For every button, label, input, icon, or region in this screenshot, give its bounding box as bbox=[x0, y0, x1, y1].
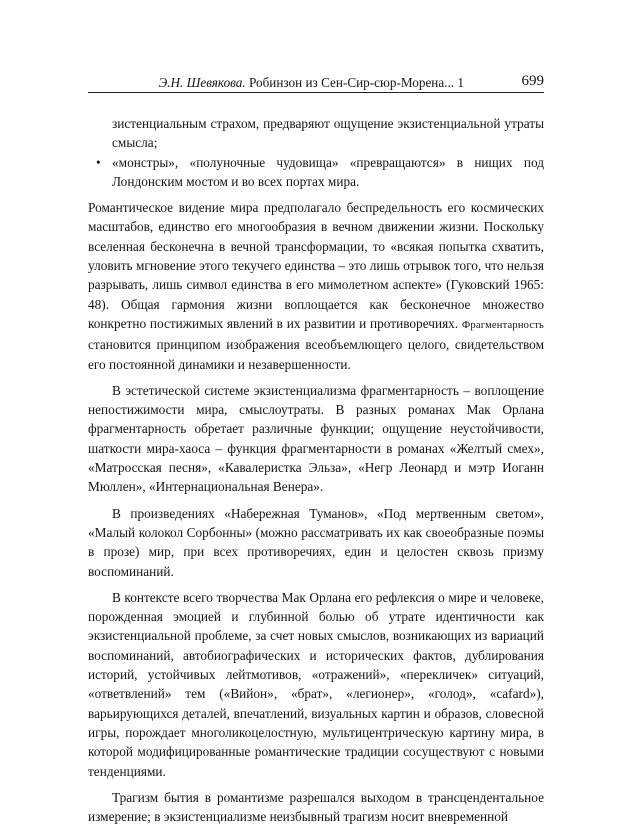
running-head bbox=[159, 74, 464, 92]
paragraph-existentialism: В эстетической системе экзистенциализма фрагментарность – воплощение непостижимости мира, смыслоутраты. В разных романах Мак Орлана фрагментарность обретает различные функции; ощущение неустойчивости, шаткости мира-хаоса – функция фрагментарности в романах «Желтый смех», «Матросская песня», «Кавалеристка Эльза», «Негр Леонард и мэтр Иоганн Мюллен», «Интернациональная Венера». bbox=[88, 382, 544, 495]
running-head-author: Э.Н. Шевякова. bbox=[158, 75, 246, 90]
paragraph-context: В контексте всего творчества Мак Орлана его рефлексия о мире и человеке, порожденная эмоцией и глубинной болью об утрате идентичности как экзистенциальной проблеме, за счет новых смыслов, возникающих из вариаций воспоминаний, автобиографических и исторических фактов, дублирования историй, устойчивых лейтмотивов, «отражений», «перекличек» ситуаций, «ответвлений» тем («Вийон», «брат», «легионер», «голод», «cafard»), варьирующихся деталей, впечатлений, визуальных картин и образов, словесной игры, порождает многоликоцелостную, мультицентрическую картину мира, в которой модифицированные романтические традиции сосуществуют с новыми тенденциями. bbox=[88, 589, 544, 779]
bullet-list bbox=[88, 114, 544, 191]
bullet-item-text: «монстры», «полуночные чудовища» «превращаются» в нищих под Лондонским мостом и во всех портах мира. bbox=[112, 154, 544, 189]
paragraph-tragedy: Трагизм бытия в романтизме разрешался выходом в трансцендентальное измерение; в экзистенциализме неизбывный трагизм носит вневременной bbox=[88, 789, 544, 825]
paragraph-works: В произведениях «Набережная Туманов», «Под мертвенным светом», «Малый колокол Сорбонны» (можно рассматривать их как своеобразные поэмы в прозе) мир, при всех противоречиях, един и целостен сквозь призму воспоминаний. bbox=[88, 505, 544, 579]
smallcaps-term: Фрагментарность bbox=[461, 319, 544, 331]
paragraph-romantic-vision bbox=[88, 198, 544, 374]
paragraph-text: Романтическое видение мира предполагало беспредельность его космических масштабов, единство его многообразия в вечном движении жизни. Поскольку вселенная бесконечна в вечной трансформации, то «всякая попытка схватить, уловить мгновение этого текучего единства – это лишь отрывок того, что нельзя разрывать, лишь символ единства в его мимолетном аспекте» (Гуковский 1965: 48). Общая гармония жизни воплощается как бесконечное множество конкретно постижимых явлений в их развитии и противоречиях. bbox=[88, 200, 544, 331]
bullet-item-text: зистенциальным страхом, предваряют ощущение экзистенциальной утраты смысла; bbox=[112, 116, 544, 151]
page-number: 699 bbox=[521, 73, 544, 89]
bullet-mark: • bbox=[96, 154, 101, 170]
bullet-item-continued bbox=[88, 114, 544, 153]
running-head-title: Робинзон из Сен-Сир-сюр-Морена... 1 bbox=[249, 75, 464, 90]
bullet-item bbox=[88, 153, 544, 192]
page-header bbox=[88, 70, 544, 93]
body-text bbox=[88, 114, 544, 833]
paragraph-text: становится принципом изображения всеобъемлющего целого, свидетельством его постоянной динамики и незавершенности. bbox=[88, 337, 544, 372]
